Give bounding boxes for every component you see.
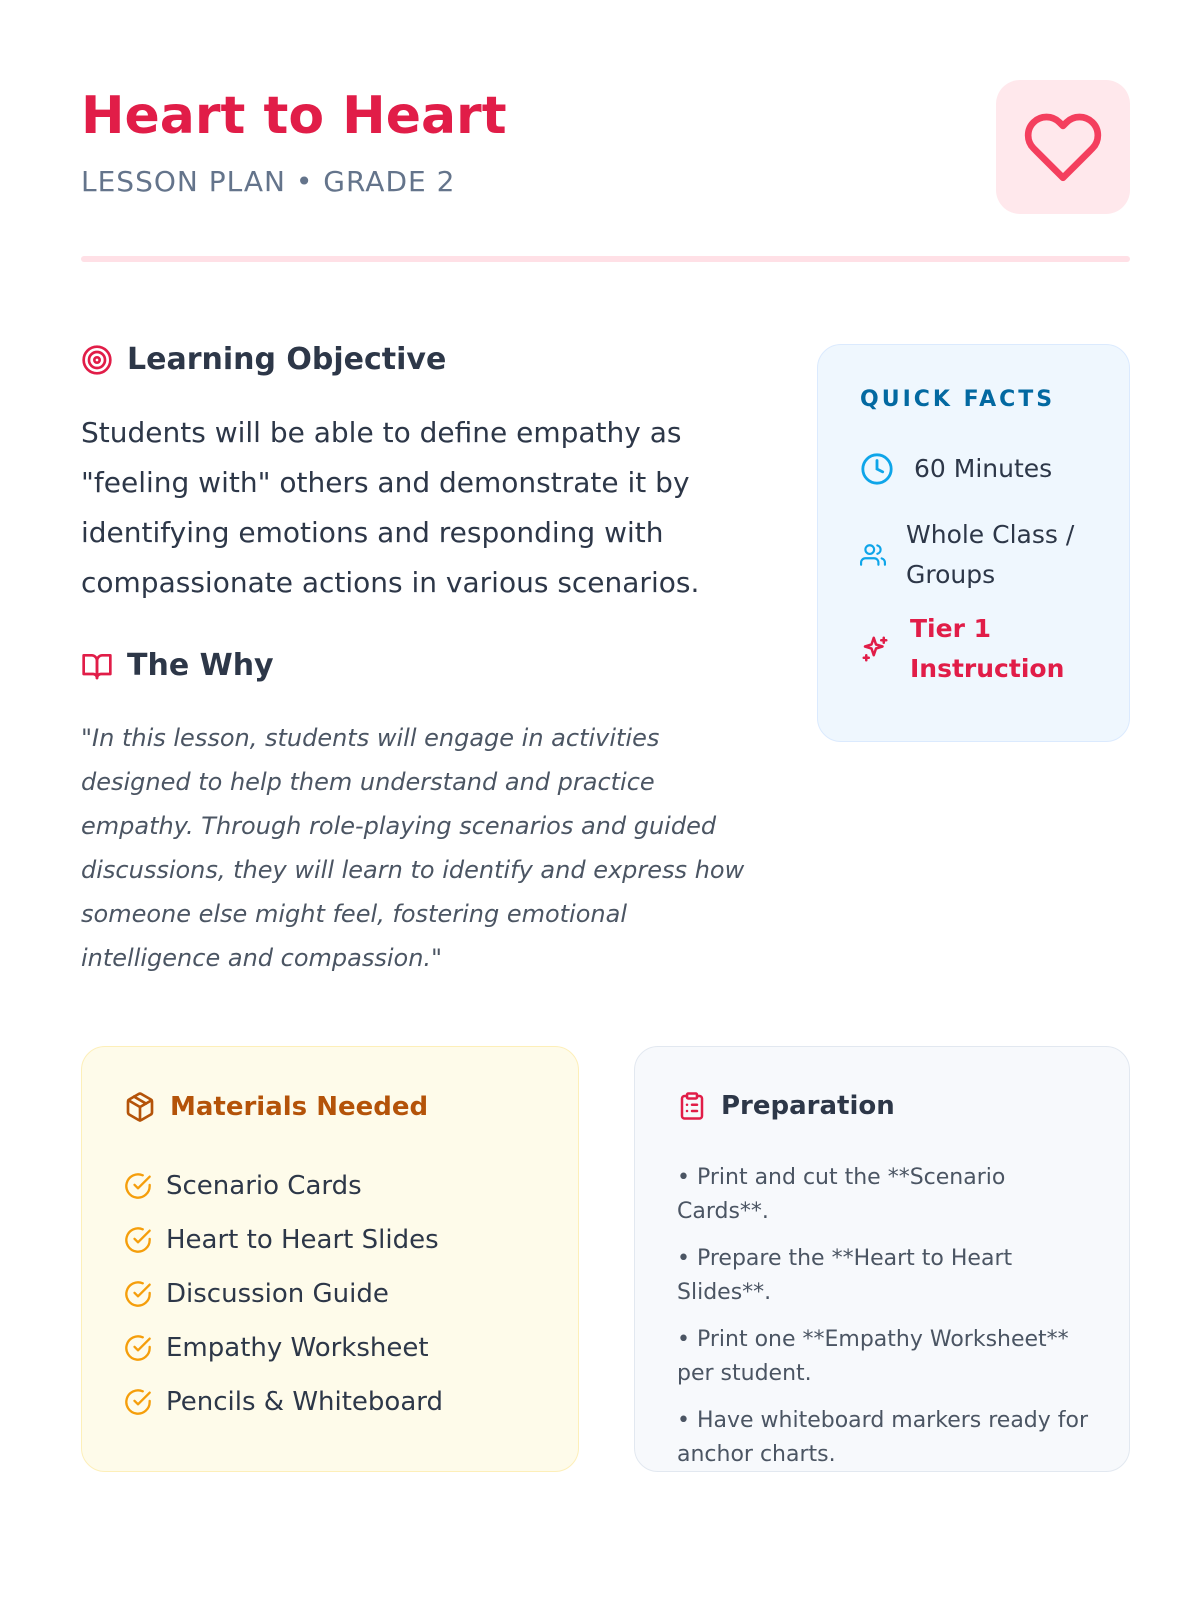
materials-title xyxy=(124,1091,428,1123)
list-item: • Print one **Empathy Worksheet** per student. xyxy=(677,1327,1069,1386)
sparkles-icon xyxy=(860,634,890,664)
material-label: Heart to Heart Slides xyxy=(166,1225,439,1255)
check-circle-icon xyxy=(124,1172,152,1200)
list-item xyxy=(124,1159,554,1213)
list-item: • Print and cut the **Scenario Cards**. xyxy=(677,1165,1006,1224)
why-heading-label: The Why xyxy=(127,648,274,683)
preparation-title xyxy=(677,1091,895,1121)
target-icon xyxy=(81,344,113,376)
check-circle-icon xyxy=(124,1226,152,1254)
list-item: • Have whiteboard markers ready for anchor charts. xyxy=(677,1408,1089,1467)
fact-grouping-label: Whole Class / Groups xyxy=(906,520,1075,589)
why-heading xyxy=(81,648,274,683)
fact-tier xyxy=(860,609,1110,689)
list-item xyxy=(124,1321,554,1375)
list-item xyxy=(124,1375,554,1429)
preparation-title-label: Preparation xyxy=(721,1091,895,1121)
material-label: Pencils & Whiteboard xyxy=(166,1387,443,1417)
materials-title-label: Materials Needed xyxy=(170,1092,429,1122)
users-icon xyxy=(860,542,886,568)
check-circle-icon xyxy=(124,1334,152,1362)
materials-card xyxy=(81,1046,579,1472)
heart-badge xyxy=(996,80,1130,214)
lesson-plan-page xyxy=(81,0,1130,1600)
clipboard-list-icon xyxy=(677,1091,707,1121)
list-item xyxy=(124,1267,554,1321)
list-item xyxy=(124,1213,554,1267)
preparation-card xyxy=(634,1046,1130,1472)
header-divider xyxy=(81,256,1130,262)
materials-list xyxy=(124,1159,554,1429)
clock-icon xyxy=(860,452,894,486)
fact-tier-label: Tier 1 Instruction xyxy=(910,614,1065,683)
objective-heading xyxy=(81,342,446,377)
fact-grouping xyxy=(860,515,1106,595)
list-item: • Prepare the **Heart to Heart Slides**. xyxy=(677,1246,1013,1305)
preparation-list xyxy=(677,1161,1097,1485)
objective-heading-label: Learning Objective xyxy=(127,342,447,377)
package-icon xyxy=(124,1091,156,1123)
page-subtitle: LESSON PLAN • GRADE 2 xyxy=(81,165,456,198)
check-circle-icon xyxy=(124,1280,152,1308)
fact-duration xyxy=(860,449,1114,489)
header xyxy=(81,80,1130,260)
why-text: "In this lesson, students will engage in activities designed to help them understand and practice empathy. Through role-playing scenarios and guided discussions, they will learn to identify and express how someone else might feel, fostering emotional intelligence and compassion." xyxy=(81,724,745,972)
objective-text: Students will be able to define empathy as "feeling with" others and demonstrate it by identifying emotions and responding with compassionate actions in various scenarios. xyxy=(81,416,700,599)
fact-duration-label: 60 Minutes xyxy=(914,454,1053,483)
heart-icon xyxy=(1023,107,1103,187)
check-circle-icon xyxy=(124,1388,152,1416)
material-label: Discussion Guide xyxy=(166,1279,389,1309)
quick-facts-panel xyxy=(817,344,1130,742)
page-title: Heart to Heart xyxy=(81,86,507,146)
book-open-icon xyxy=(81,650,113,682)
material-label: Empathy Worksheet xyxy=(166,1333,429,1363)
material-label: Scenario Cards xyxy=(166,1171,362,1201)
quick-facts-title: QUICK FACTS xyxy=(860,387,1056,412)
